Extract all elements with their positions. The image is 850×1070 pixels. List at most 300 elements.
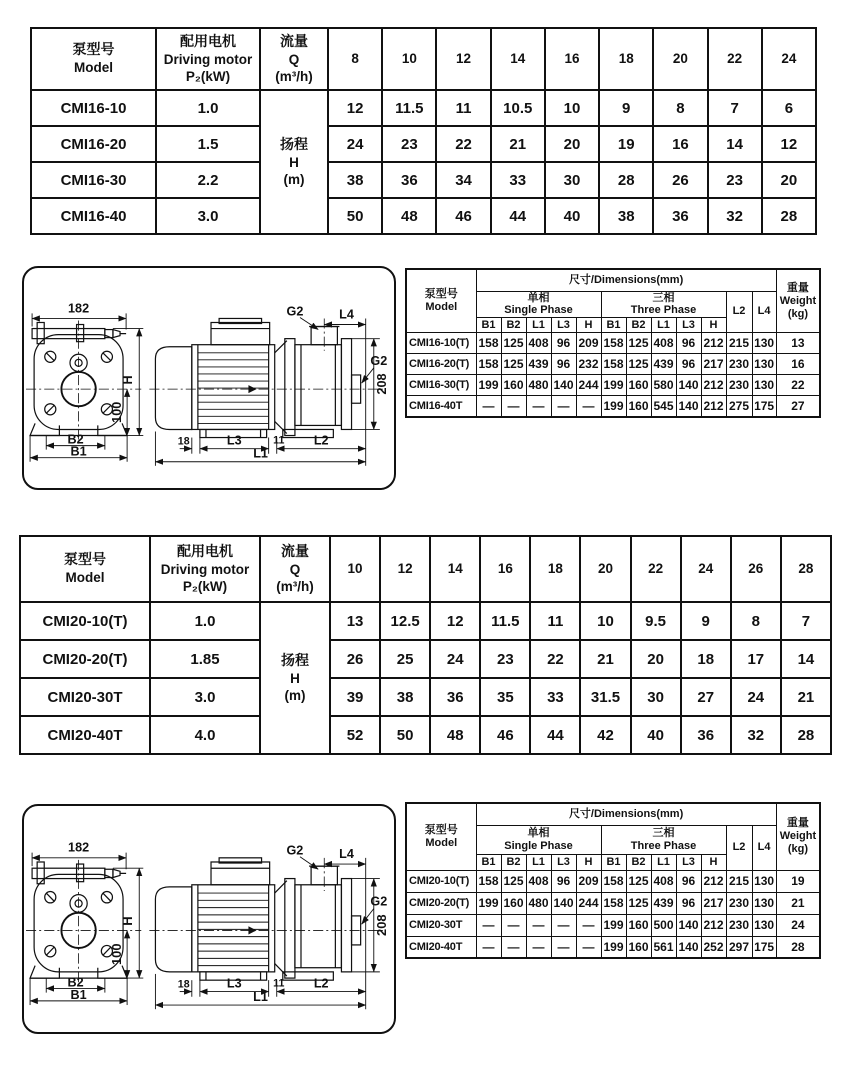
head-cell: 27 <box>681 678 731 716</box>
flow-col-header: 12 <box>380 536 430 602</box>
head-cell: 11.5 <box>480 602 530 640</box>
table-row <box>406 914 820 936</box>
head-cell: 12 <box>762 126 816 162</box>
head-cell: 21 <box>580 640 630 678</box>
front-dimensions <box>30 313 143 461</box>
dim-label-l3: L3 <box>226 433 242 448</box>
head-cell: 20 <box>545 126 599 162</box>
l4-cell: 130 <box>752 870 776 892</box>
dim-label-h: H <box>121 375 136 385</box>
dim-col-header: B1 <box>601 318 626 333</box>
dim-label-208: 208 <box>374 914 389 937</box>
dims-weight-header: 重量 Weight (kg) <box>776 269 820 333</box>
dim-label-182: 182 <box>68 301 90 316</box>
pump-side-view <box>155 318 360 437</box>
single-phase-cell: — <box>501 396 526 417</box>
single-phase-cell: 199 <box>476 375 501 396</box>
three-phase-cell: 217 <box>701 892 726 914</box>
dim-col-header: B2 <box>626 854 651 870</box>
head-cell: 18 <box>681 640 731 678</box>
head-cell: 22 <box>530 640 580 678</box>
model-cell: CMI20-20(T) <box>20 640 150 678</box>
flow-col-header: 20 <box>653 28 707 90</box>
weight-cell: 28 <box>776 936 820 958</box>
head-cell: 36 <box>382 162 436 198</box>
three-phase-cell: 212 <box>701 375 726 396</box>
model-cell: CMI16-40T <box>406 396 476 417</box>
head-cell: 21 <box>491 126 545 162</box>
single-phase-cell: 125 <box>501 870 526 892</box>
head-cell: 8 <box>653 90 707 126</box>
single-phase-cell: — <box>501 914 526 936</box>
single-phase-cell: 408 <box>526 870 551 892</box>
dim-label-b2: B2 <box>67 432 84 447</box>
single-phase-cell: 244 <box>576 892 601 914</box>
three-phase-cell: 96 <box>676 870 701 892</box>
head-cell: 20 <box>762 162 816 198</box>
head-cell: 30 <box>631 678 681 716</box>
head-cell: 40 <box>545 198 599 234</box>
l4-cell: 175 <box>752 936 776 958</box>
three-phase-cell: 561 <box>651 936 676 958</box>
three-phase-cell: 439 <box>651 892 676 914</box>
dim-label-h: H <box>120 916 136 926</box>
head-cell: 26 <box>330 640 380 678</box>
model-cell: CMI16-10 <box>31 90 156 126</box>
three-phase-cell: 96 <box>676 892 701 914</box>
pump-side-view <box>155 858 360 980</box>
weight-cell: 16 <box>776 354 820 375</box>
head-cell: 38 <box>380 678 430 716</box>
dim-label-g2-side: G2 <box>370 353 388 368</box>
three-phase-cell: 545 <box>651 396 676 417</box>
three-phase-cell: 160 <box>626 914 651 936</box>
head-cell: 46 <box>480 716 530 754</box>
model-cell: CMI16-30 <box>31 162 156 198</box>
cmi16-performance-table <box>30 27 817 235</box>
single-phase-cell: 140 <box>551 892 576 914</box>
three-phase-cell: 580 <box>651 375 676 396</box>
three-phase-cell: 140 <box>676 936 701 958</box>
table-row <box>20 678 831 716</box>
head-cell: 36 <box>430 678 480 716</box>
three-phase-cell: 125 <box>626 333 651 354</box>
head-cell: 7 <box>781 602 831 640</box>
flow-col-header: 22 <box>631 536 681 602</box>
head-cell: 11.5 <box>382 90 436 126</box>
dim-label-b1: B1 <box>70 986 87 1002</box>
front-dimensions <box>30 853 143 1005</box>
three-phase-cell: 160 <box>626 375 651 396</box>
head-cell: 38 <box>328 162 382 198</box>
three-phase-cell: 140 <box>676 914 701 936</box>
head-cell: 24 <box>430 640 480 678</box>
dims-model-header: 泵型号 Model <box>406 803 476 870</box>
dim-col-header: L3 <box>676 318 701 333</box>
weight-cell: 19 <box>776 870 820 892</box>
head-cell: 12 <box>430 602 480 640</box>
head-cell: 42 <box>580 716 630 754</box>
head-cell: 8 <box>731 602 781 640</box>
head-cell: 25 <box>380 640 430 678</box>
dim-label-18: 18 <box>177 978 190 991</box>
single-phase-cell: 158 <box>476 354 501 375</box>
three-phase-cell: 96 <box>676 354 701 375</box>
single-phase-cell: 209 <box>576 333 601 354</box>
table-row <box>31 90 816 126</box>
l4-cell: 175 <box>752 396 776 417</box>
three-phase-cell: 160 <box>626 396 651 417</box>
head-cell: 28 <box>599 162 653 198</box>
head-cell: 19 <box>599 126 653 162</box>
head-cell: 24 <box>731 678 781 716</box>
dim-col-header: L1 <box>526 318 551 333</box>
dim-label-l1: L1 <box>253 988 268 1004</box>
dim-col-header: L3 <box>551 318 576 333</box>
header-row <box>406 269 820 291</box>
single-phase-cell: 158 <box>476 333 501 354</box>
single-phase-cell: — <box>576 396 601 417</box>
head-cell: 26 <box>653 162 707 198</box>
head-cell: 28 <box>781 716 831 754</box>
flow-col-header: 28 <box>781 536 831 602</box>
model-cell: CMI16-20(T) <box>406 354 476 375</box>
dim-label-g2-top: G2 <box>286 842 304 858</box>
three-phase-cell: 140 <box>676 396 701 417</box>
dim-col-header: B1 <box>476 854 501 870</box>
three-phase-cell: 199 <box>601 375 626 396</box>
dim-col-header: H <box>576 318 601 333</box>
model-cell: CMI20-30T <box>406 914 476 936</box>
three-phase-cell: 212 <box>701 396 726 417</box>
motor-header: 配用电机 Driving motor P₂(kW) <box>156 28 260 90</box>
head-cell: 9 <box>681 602 731 640</box>
model-cell: CMI20-20(T) <box>406 892 476 914</box>
flow-col-header: 10 <box>382 28 436 90</box>
single-phase-cell: 439 <box>526 354 551 375</box>
flow-col-header: 12 <box>436 28 490 90</box>
l2-cell: 230 <box>726 892 752 914</box>
dim-label-l2: L2 <box>313 433 329 448</box>
pump-dimension-drawing <box>24 268 394 488</box>
l2-header: L2 <box>726 291 752 333</box>
weight-cell: 27 <box>776 396 820 417</box>
l2-cell: 230 <box>726 354 752 375</box>
three-phase-cell: 158 <box>601 870 626 892</box>
head-cell: 23 <box>382 126 436 162</box>
l4-cell: 130 <box>752 914 776 936</box>
head-cell: 46 <box>436 198 490 234</box>
head-cell: 48 <box>430 716 480 754</box>
flow-col-header: 24 <box>762 28 816 90</box>
table-row <box>406 892 820 914</box>
model-cell: CMI16-20 <box>31 126 156 162</box>
model-cell: CMI16-10(T) <box>406 333 476 354</box>
dims-title: 尺寸/Dimensions(mm) <box>476 803 776 825</box>
flow-col-header: 16 <box>545 28 599 90</box>
power-cell: 3.0 <box>150 678 260 716</box>
three-phase-cell: 158 <box>601 892 626 914</box>
three-phase-cell: 439 <box>651 354 676 375</box>
three-phase-cell: 217 <box>701 354 726 375</box>
head-cell: 13 <box>330 602 380 640</box>
power-cell: 1.85 <box>150 640 260 678</box>
power-cell: 1.0 <box>150 602 260 640</box>
three-phase-cell: 160 <box>626 936 651 958</box>
single-phase-cell: — <box>526 396 551 417</box>
head-cell: 9.5 <box>631 602 681 640</box>
three-phase-cell: 408 <box>651 870 676 892</box>
single-phase-cell: 232 <box>576 354 601 375</box>
dim-col-header: B2 <box>501 854 526 870</box>
cmi16-drawing-box <box>22 266 396 490</box>
head-cell: 30 <box>545 162 599 198</box>
dim-col-header: B1 <box>601 854 626 870</box>
three-phase-cell: 199 <box>601 396 626 417</box>
flow-col-header: 10 <box>330 536 380 602</box>
weight-cell: 24 <box>776 914 820 936</box>
dim-label-l4: L4 <box>339 845 354 861</box>
single-phase-cell: 125 <box>501 354 526 375</box>
flow-col-header: 26 <box>731 536 781 602</box>
table-row <box>406 375 820 396</box>
model-cell: CMI20-30T <box>20 678 150 716</box>
three-phase-cell: 212 <box>701 870 726 892</box>
l4-cell: 130 <box>752 354 776 375</box>
head-cell: 44 <box>530 716 580 754</box>
three-phase-cell: 125 <box>626 870 651 892</box>
head-cell: 28 <box>762 198 816 234</box>
l2-cell: 215 <box>726 870 752 892</box>
model-cell: CMI20-40T <box>20 716 150 754</box>
flow-col-header: 18 <box>530 536 580 602</box>
single-phase-cell: 480 <box>526 892 551 914</box>
model-cell: CMI16-30(T) <box>406 375 476 396</box>
dims-weight-header: 重量 Weight (kg) <box>776 803 820 870</box>
dim-label-100: 100 <box>110 401 125 423</box>
head-cell: 14 <box>781 640 831 678</box>
single-phase-cell: 140 <box>551 375 576 396</box>
dim-col-header: L3 <box>676 854 701 870</box>
single-phase-header: 单相 Single Phase <box>476 291 601 318</box>
single-phase-cell: — <box>501 936 526 958</box>
head-cell: 10.5 <box>491 90 545 126</box>
model-cell: CMI20-10(T) <box>406 870 476 892</box>
head-cell: 12 <box>328 90 382 126</box>
motor-header: 配用电机 Driving motor P₂(kW) <box>150 536 260 602</box>
table-row <box>31 198 816 234</box>
flow-col-header: 18 <box>599 28 653 90</box>
three-phase-cell: 212 <box>701 333 726 354</box>
head-cell: 48 <box>382 198 436 234</box>
dims-model-header: 泵型号 Model <box>406 269 476 333</box>
head-cell: 32 <box>708 198 762 234</box>
head-cell: 34 <box>436 162 490 198</box>
single-phase-cell: 96 <box>551 870 576 892</box>
single-phase-cell: — <box>476 936 501 958</box>
model-cell: CMI20-40T <box>406 936 476 958</box>
dim-col-header: B2 <box>501 318 526 333</box>
three-phase-cell: 212 <box>701 914 726 936</box>
head-cell: 9 <box>599 90 653 126</box>
head-cell: 36 <box>653 198 707 234</box>
flow-header: 流量 Q (m³/h) <box>260 536 330 602</box>
cmi20-drawing-box <box>22 804 396 1034</box>
single-phase-cell: 209 <box>576 870 601 892</box>
power-cell: 4.0 <box>150 716 260 754</box>
three-phase-cell: 408 <box>651 333 676 354</box>
cmi20-dimensions-table <box>405 802 821 959</box>
three-phase-cell: 199 <box>601 936 626 958</box>
l4-cell: 130 <box>752 892 776 914</box>
dim-label-11: 11 <box>273 977 285 990</box>
table-row <box>20 716 831 754</box>
weight-cell: 22 <box>776 375 820 396</box>
head-cell: 23 <box>708 162 762 198</box>
dim-col-header: B2 <box>626 318 651 333</box>
dim-col-header: L3 <box>551 854 576 870</box>
head-cell: 11 <box>530 602 580 640</box>
single-phase-cell: 199 <box>476 892 501 914</box>
head-cell: 20 <box>631 640 681 678</box>
flow-col-header: 8 <box>328 28 382 90</box>
dim-label-208: 208 <box>374 373 389 395</box>
dim-label-l1: L1 <box>253 446 268 461</box>
dim-col-header: L1 <box>526 854 551 870</box>
l2-header: L2 <box>726 825 752 870</box>
l2-cell: 275 <box>726 396 752 417</box>
dim-col-header: H <box>576 854 601 870</box>
single-phase-header: 单相 Single Phase <box>476 825 601 854</box>
single-phase-cell: 96 <box>551 333 576 354</box>
weight-cell: 21 <box>776 892 820 914</box>
table-row <box>406 396 820 417</box>
head-cell: 12.5 <box>380 602 430 640</box>
head-cell: 14 <box>708 126 762 162</box>
dim-label-g2-side: G2 <box>370 893 388 909</box>
power-cell: 1.5 <box>156 126 260 162</box>
table-row <box>406 936 820 958</box>
dim-label-b1: B1 <box>70 444 87 459</box>
l2-cell: 230 <box>726 375 752 396</box>
dim-col-header: B1 <box>476 318 501 333</box>
table-row <box>31 162 816 198</box>
single-phase-cell: 125 <box>501 333 526 354</box>
dim-label-l2: L2 <box>313 975 329 991</box>
dim-label-18: 18 <box>177 435 190 448</box>
dim-label-l4: L4 <box>339 307 354 322</box>
three-phase-cell: 125 <box>626 892 651 914</box>
l4-cell: 130 <box>752 375 776 396</box>
three-phase-cell: 158 <box>601 354 626 375</box>
l2-cell: 215 <box>726 333 752 354</box>
single-phase-cell: — <box>576 914 601 936</box>
single-phase-cell: — <box>551 936 576 958</box>
model-header: 泵型号 Model <box>20 536 150 602</box>
power-cell: 3.0 <box>156 198 260 234</box>
head-label-cell: 扬程 H (m) <box>260 602 330 754</box>
table-row <box>20 602 831 640</box>
head-cell: 11 <box>436 90 490 126</box>
three-phase-cell: 158 <box>601 333 626 354</box>
header-row <box>20 536 831 602</box>
head-cell: 32 <box>731 716 781 754</box>
power-cell: 1.0 <box>156 90 260 126</box>
three-phase-header: 三相 Three Phase <box>601 291 726 318</box>
head-cell: 50 <box>380 716 430 754</box>
table-row <box>406 354 820 375</box>
single-phase-cell: — <box>476 914 501 936</box>
flow-col-header: 24 <box>681 536 731 602</box>
head-cell: 17 <box>731 640 781 678</box>
dim-label-g2-top: G2 <box>286 304 304 319</box>
cmi16-dimensions-table <box>405 268 821 418</box>
single-phase-cell: 96 <box>551 354 576 375</box>
head-cell: 38 <box>599 198 653 234</box>
head-cell: 31.5 <box>580 678 630 716</box>
table-row <box>20 640 831 678</box>
three-phase-cell: 125 <box>626 354 651 375</box>
single-phase-cell: 408 <box>526 333 551 354</box>
power-cell: 2.2 <box>156 162 260 198</box>
single-phase-cell: 160 <box>501 892 526 914</box>
dims-title: 尺寸/Dimensions(mm) <box>476 269 776 291</box>
single-phase-cell: 160 <box>501 375 526 396</box>
single-phase-cell: — <box>526 914 551 936</box>
l2-cell: 230 <box>726 914 752 936</box>
head-cell: 10 <box>580 602 630 640</box>
l4-header: L4 <box>752 825 776 870</box>
model-header: 泵型号 Model <box>31 28 156 90</box>
single-phase-cell: — <box>576 936 601 958</box>
dim-label-b2: B2 <box>67 974 84 990</box>
head-cell: 35 <box>480 678 530 716</box>
head-cell: 50 <box>328 198 382 234</box>
head-cell: 10 <box>545 90 599 126</box>
three-phase-header: 三相 Three Phase <box>601 825 726 854</box>
head-cell: 7 <box>708 90 762 126</box>
single-phase-cell: — <box>476 396 501 417</box>
head-cell: 36 <box>681 716 731 754</box>
head-cell: 24 <box>328 126 382 162</box>
dim-col-header: H <box>701 854 726 870</box>
three-phase-cell: 500 <box>651 914 676 936</box>
three-phase-cell: 140 <box>676 375 701 396</box>
three-phase-cell: 199 <box>601 914 626 936</box>
single-phase-cell: 244 <box>576 375 601 396</box>
head-cell: 6 <box>762 90 816 126</box>
three-phase-cell: 96 <box>676 333 701 354</box>
head-cell: 23 <box>480 640 530 678</box>
dim-label-100: 100 <box>109 943 125 966</box>
single-phase-cell: — <box>526 936 551 958</box>
l4-cell: 130 <box>752 333 776 354</box>
dim-col-header: H <box>701 318 726 333</box>
table-row <box>406 870 820 892</box>
head-cell: 40 <box>631 716 681 754</box>
l4-header: L4 <box>752 291 776 333</box>
flow-col-header: 16 <box>480 536 530 602</box>
single-phase-cell: — <box>551 914 576 936</box>
dim-label-182: 182 <box>68 839 90 855</box>
flow-col-header: 14 <box>491 28 545 90</box>
single-phase-cell: 158 <box>476 870 501 892</box>
head-label-cell: 扬程 H (m) <box>260 90 328 234</box>
three-phase-cell: 252 <box>701 936 726 958</box>
dim-label-l3: L3 <box>226 975 242 991</box>
head-cell: 39 <box>330 678 380 716</box>
dim-col-header: L1 <box>651 854 676 870</box>
